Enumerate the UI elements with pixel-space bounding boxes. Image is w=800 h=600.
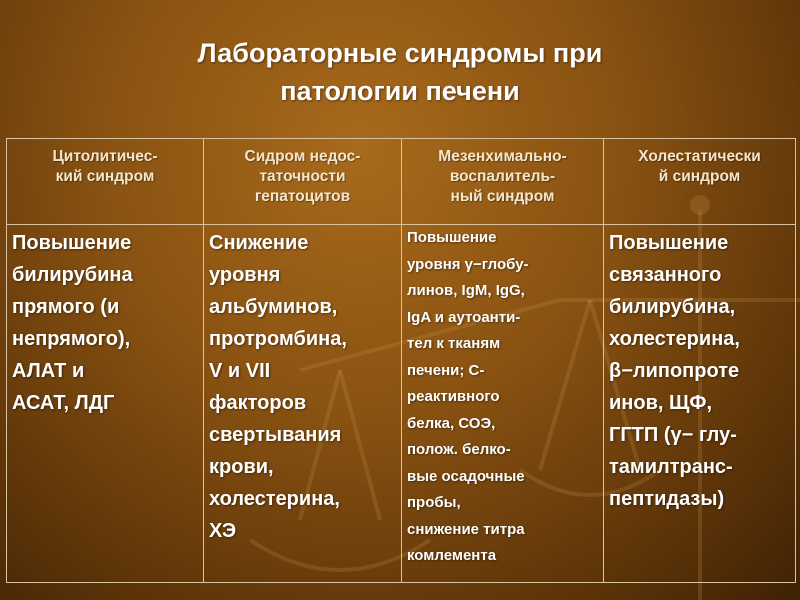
cell-line: АСАТ, ЛДГ [12,392,115,414]
cell-line: полож. белко- [407,441,511,458]
header-mesenchymal-inflammatory [402,139,604,225]
cell-line: пептидазы) [609,488,725,510]
cell-line: факторов [209,392,307,414]
header-line: ный синдром [450,188,555,205]
cell-line: вые осадочные [407,467,525,485]
header-line: Сидром недос- [244,148,361,165]
header-hepatocyte-insufficiency [204,139,402,225]
cell-line: V и VII [209,360,271,382]
cell-line: тамилтранс- [609,456,733,478]
header-line: кий синдром [55,168,155,185]
slide-title-line: Лабораторные синдромы при [197,38,603,68]
cell-line: уровня [209,264,281,286]
cell-line: ХЭ [209,520,237,542]
header-line: таточности [259,168,346,185]
table-row [7,225,796,583]
cell-line: Повышение [609,232,729,254]
header-line: Холестатически [638,148,761,165]
cell-line: линов, IgM, IgG, [407,282,525,299]
cell-line: тел к тканям [407,335,501,352]
cell-line: ГГТП (γ− глу- [609,424,737,446]
cell-line: свертывания [209,424,342,446]
cell-cholestatic [604,225,796,583]
cell-line: альбуминов, [209,296,338,318]
cell-line: β−липопроте [609,360,740,382]
cell-line: связанного [609,264,722,286]
cell-line: билирубина [12,264,133,286]
cell-line: Снижение [209,232,309,254]
cell-line: билирубина, [609,296,736,318]
cell-line: протромбина, [209,328,347,350]
cell-line: Повышение [12,232,132,254]
cell-line: крови, [209,456,274,478]
cell-line: АЛАТ и [12,360,85,382]
cell-line: холестерина, [609,328,740,350]
header-cholestatic [604,139,796,225]
header-line: воспалитель- [449,168,556,185]
cell-mesenchymal-inflammatory [402,225,604,583]
cell-cytolytic [7,225,204,583]
syndromes-table [6,138,796,583]
header-line: Цитолитичес- [52,148,158,165]
cell-line: реактивного [407,388,500,405]
cell-line: комлемента [407,547,497,564]
cell-line: непрямого), [12,328,131,350]
cell-line: холестерина, [209,488,340,510]
header-line: Мезенхимально- [438,148,567,165]
slide-title-line: патологии печени [280,76,520,106]
cell-line: пробы, [407,494,461,511]
cell-line: уровня γ−глобу- [407,255,529,273]
header-line: й синдром [658,168,741,185]
header-cytolytic [7,139,204,225]
cell-hepatocyte-insufficiency [204,225,402,583]
cell-line: инов, ЩФ, [609,392,713,414]
cell-line: белка, СОЭ, [407,414,496,432]
cell-line: печени; С- [407,361,485,379]
slide-title [0,34,800,110]
cell-line: снижение титра [407,520,525,538]
cell-line: прямого (и [12,296,120,318]
cell-line: Повышение [407,229,497,246]
table-header-row [7,139,796,225]
cell-line: IgA и аутоанти- [407,308,521,326]
header-line: гепатоцитов [254,188,351,205]
